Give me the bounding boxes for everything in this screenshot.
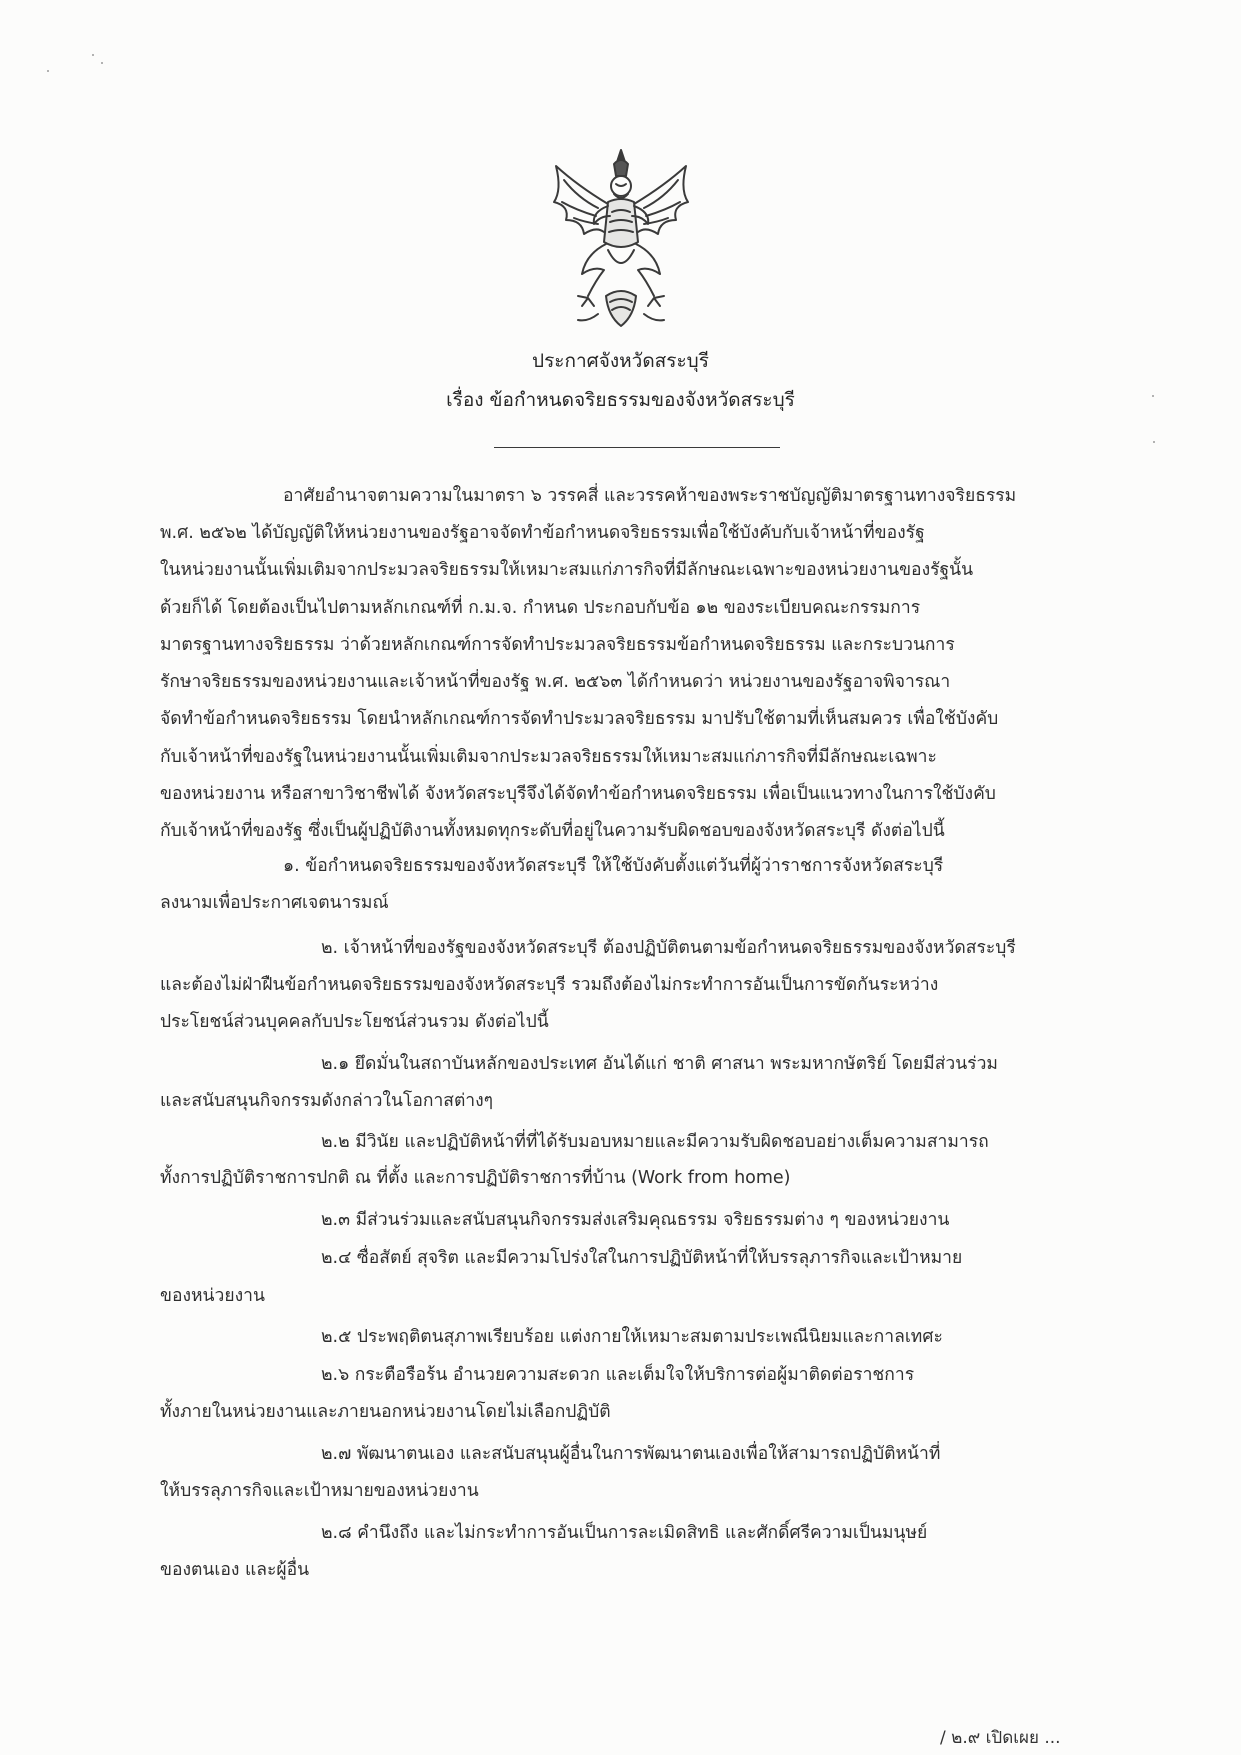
intro-line: กับเจ้าหน้าที่ของรัฐ ซึ่งเป็นผู้ปฏิบัติงานทั้งหมดทุกระดับที่อยู่ในความรับผิดชอบของจังหวัดสระบุรี ดังต่อไปนี้ [160,821,945,841]
sub-item-2-6: ๒.๖ กระตือรือร้น อำนวยความสะดวก และเต็มใจให้บริการต่อผู้มาติดต่อราชการ [321,1365,915,1385]
intro-line: ของหน่วยงาน หรือสาขาวิชาชีพได้ จังหวัดสระบุรีจึงได้จัดทำข้อกำหนดจริยธรรม เพื่อเป็นแนวทางในการใช้บังคับ [160,784,996,804]
title-divider [494,447,780,448]
sub-item-2-1: ๒.๑ ยึดมั่นในสถาบันหลักของประเทศ อันได้แก่ ชาติ ศาสนา พระมหากษัตริย์ โดยมีส่วนร่วม [321,1054,998,1074]
scan-speck [101,62,103,64]
announcement-subject: เรื่อง ข้อกำหนดจริยธรรมของจังหวัดสระบุรี [446,389,795,411]
sub-item-2-2: ๒.๒ มีวินัย และปฏิบัติหน้าที่ที่ได้รับมอบหมายและมีความรับผิดชอบอย่างเต็มความสามารถ [321,1132,989,1152]
intro-line: ด้วยก็ได้ โดยต้องเป็นไปตามหลักเกณฑ์ที่ ก.ม.จ. กำหนด ประกอบกับข้อ ๑๒ ของระเบียบคณะกรรมการ [160,598,921,618]
intro-line: กับเจ้าหน้าที่ของรัฐในหน่วยงานนั้นเพิ่มเติมจากประมวลจริยธรรมให้เหมาะสมแก่ภารกิจที่มีลักษณะเฉพาะ [160,747,937,767]
sub-item-2-4-cont: ของหน่วยงาน [160,1286,265,1306]
clause-2-line: ๒. เจ้าหน้าที่ของรัฐของจังหวัดสระบุรี ต้องปฏิบัติตนตามข้อกำหนดจริยธรรมของจังหวัดสระบุรี [321,938,1016,958]
sub-item-2-6-cont: ทั้งภายในหน่วยงานและภายนอกหน่วยงานโดยไม่เลือกปฏิบัติ [160,1402,611,1422]
sub-item-2-3: ๒.๓ มีส่วนร่วมและสนับสนุนกิจกรรมส่งเสริมคุณธรรม จริยธรรมต่าง ๆ ของหน่วยงาน [321,1210,950,1230]
sub-item-2-1-cont: และสนับสนุนกิจกรรมดังกล่าวในโอกาสต่างๆ [160,1091,494,1111]
intro-line: พ.ศ. ๒๕๖๒ ได้บัญญัติให้หน่วยงานของรัฐอาจจัดทำข้อกำหนดจริยธรรมเพื่อใช้บังคับกับเจ้าหน้าที่ของรัฐ [160,523,925,543]
sub-item-2-2-cont: ทั้งการปฏิบัติราชการปกติ ณ ที่ตั้ง และการปฏิบัติราชการที่บ้าน (Work from home) [160,1168,791,1188]
intro-line: มาตรฐานทางจริยธรรม ว่าด้วยหลักเกณฑ์การจัดทำประมวลจริยธรรมข้อกำหนดจริยธรรม และกระบวนการ [160,635,955,655]
sub-item-2-5: ๒.๕ ประพฤติตนสุภาพเรียบร้อย แต่งกายให้เหมาะสมตามประเพณีนิยมและกาลเทศะ [321,1327,943,1347]
scan-speck [92,54,94,56]
page-continuation: / ๒.๙ เปิดเผย ... [940,1728,1061,1748]
garuda-emblem-icon [548,146,694,334]
sub-item-2-7-cont: ให้บรรลุภารกิจและเป้าหมายของหน่วยงาน [160,1481,479,1501]
intro-line: ในหน่วยงานนั้นเพิ่มเติมจากประมวลจริยธรรมให้เหมาะสมแก่ภารกิจที่มีลักษณะเฉพาะของหน่วยงานของรัฐนั้น [160,560,974,580]
intro-line: จัดทำข้อกำหนดจริยธรรม โดยนำหลักเกณฑ์การจัดทำประมวลจริยธรรม มาปรับใช้ตามที่เห็นสมควร เพื่อใช้บังคับ [160,709,999,729]
clause-2-line: และต้องไม่ฝ่าฝืนข้อกำหนดจริยธรรมของจังหวัดสระบุรี รวมถึงต้องไม่กระทำการอันเป็นการขัดกันระหว่าง [160,975,939,995]
clause-2-line: ประโยชน์ส่วนบุคคลกับประโยชน์ส่วนรวม ดังต่อไปนี้ [160,1012,549,1032]
sub-item-2-4: ๒.๔ ซื่อสัตย์ สุจริต และมีความโปร่งใสในการปฏิบัติหน้าที่ให้บรรลุภารกิจและเป้าหมาย [321,1248,963,1268]
clause-1-line: ๑. ข้อกำหนดจริยธรรมของจังหวัดสระบุรี ให้ใช้บังคับตั้งแต่วันที่ผู้ว่าราชการจังหวัดสระบุรี [283,856,944,876]
sub-item-2-7: ๒.๗ พัฒนาตนเอง และสนับสนุนผู้อื่นในการพัฒนาตนเองเพื่อให้สามารถปฏิบัติหน้าที่ [321,1444,941,1464]
scan-speck [1153,441,1155,443]
intro-line: รักษาจริยธรรมของหน่วยงานและเจ้าหน้าที่ของรัฐ พ.ศ. ๒๕๖๓ ได้กำหนดว่า หน่วยงานของรัฐอาจพิจารณา [160,672,951,692]
scan-speck [1152,395,1154,397]
intro-line: อาศัยอำนาจตามความในมาตรา ๖ วรรคสี่ และวรรคห้าของพระราชบัญญัติมาตรฐานทางจริยธรรม [283,486,1017,506]
sub-item-2-8-cont: ของตนเอง และผู้อื่น [160,1560,310,1580]
clause-1-line: ลงนามเพื่อประกาศเจตนารมณ์ [160,893,389,913]
announcement-title: ประกาศจังหวัดสระบุรี [532,350,709,372]
sub-item-2-8: ๒.๘ คำนึงถึง และไม่กระทำการอันเป็นการละเมิดสิทธิ และศักดิ์ศรีความเป็นมนุษย์ [321,1523,928,1543]
scan-speck [47,70,49,72]
